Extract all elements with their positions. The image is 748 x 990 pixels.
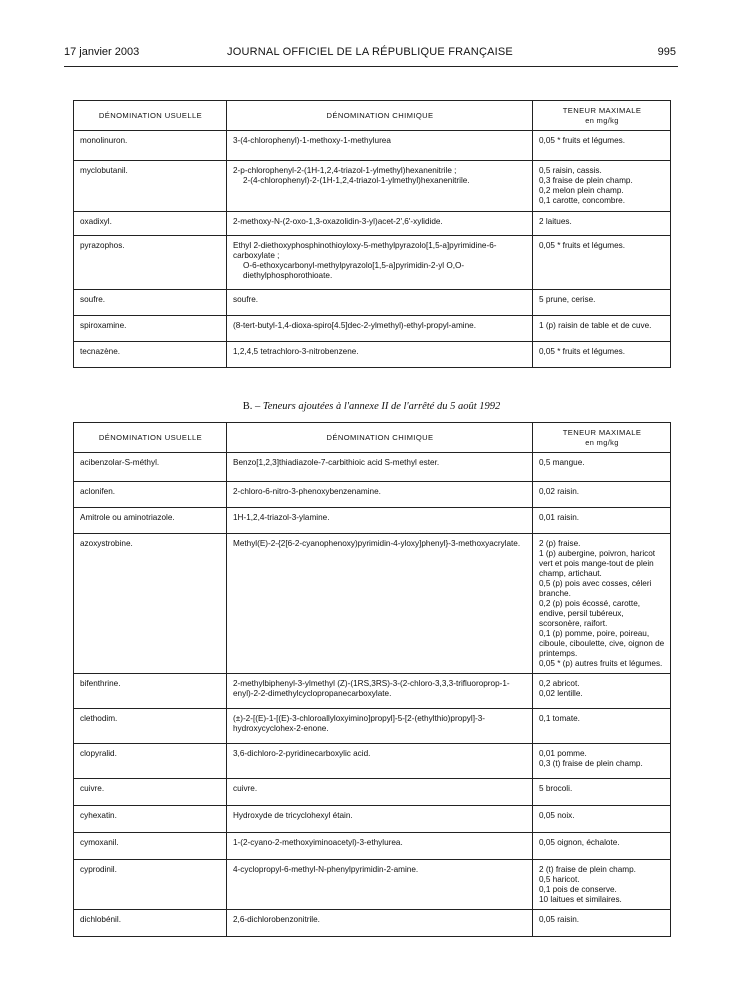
usual-name-cell: oxadixyl. — [74, 212, 227, 236]
max-content-cell — [533, 342, 671, 368]
max-content-cell — [533, 910, 671, 937]
header-date: 17 janvier 2003 — [64, 46, 140, 58]
chemical-name-line: 2-methoxy-N-(2-oxo-1,3-oxazolidin-3-yl)acet-2',6'-xylidide. — [233, 217, 443, 226]
usual-name-cell: myclobutanil. — [74, 161, 227, 212]
table-row — [74, 508, 671, 534]
col-header-max-unit: en mg/kg — [585, 116, 619, 125]
table-row — [74, 161, 671, 212]
usual-name-cell: cymoxanil. — [74, 833, 227, 860]
chemical-name-line: (8-tert-butyl-1,4-dioxa-spiro[4.5]dec-2-ylmethyl)-ethyl-propyl-amine. — [233, 321, 476, 330]
caption-text: Teneurs ajoutées à l'annexe II de l'arrêté du 5 août 1992 — [262, 401, 501, 412]
table-row — [74, 833, 671, 860]
col-header-usual: DÉNOMINATION USUELLE — [74, 423, 227, 453]
max-content-line: 0,2 (p) pois écossé, carotte, endive, persil tubéreux, scorsonère, raifort. — [539, 599, 641, 628]
usual-name-cell: Amitrole ou aminotriazole. — [74, 508, 227, 534]
chemical-name-cell — [227, 236, 533, 290]
table-row — [74, 453, 671, 482]
max-content-line: 2 (p) fraise. — [539, 539, 581, 548]
max-content-line: 0,01 raisin. — [539, 513, 580, 522]
caption-lead: B. – — [242, 401, 261, 412]
max-content-line: 0,05 * (p) autres fruits et légumes. — [539, 659, 663, 668]
max-content-cell — [533, 161, 671, 212]
max-content-line: 5 brocoli. — [539, 784, 573, 793]
table-row — [74, 290, 671, 316]
max-content-cell — [533, 674, 671, 709]
max-content-cell — [533, 806, 671, 833]
chemical-name-line: Methyl(E)-2-{2[6-2-cyanophenoxy)pyrimidin-4-yloxy]phenyl}-3-methoxyacrylate. — [233, 539, 521, 548]
max-content-cell — [533, 508, 671, 534]
col-header-max — [533, 423, 671, 453]
max-content-line: 0,05 * fruits et légumes. — [539, 347, 626, 356]
header-page-number: 995 — [657, 46, 676, 58]
max-content-cell — [533, 212, 671, 236]
table-row — [74, 744, 671, 779]
chemical-name-cell — [227, 482, 533, 508]
max-content-line: 0,05 noix. — [539, 811, 575, 820]
chemical-name-cell — [227, 161, 533, 212]
max-content-cell — [533, 833, 671, 860]
chemical-name-line: O-6-ethoxycarbonyl-methylpyrazolo[1,5-a]pyrimidin-2-yl O,O-diethylphosphorothioate. — [243, 261, 465, 280]
chemical-name-line: Ethyl 2-diethoxyphosphinothioyloxy-5-methylpyrazolo[1,5-a]pyrimidine-6-carboxylate ; — [233, 241, 497, 260]
max-content-cell — [533, 744, 671, 779]
col-header-max-title: TENEUR MAXIMALE — [562, 106, 642, 115]
table-row — [74, 709, 671, 744]
chemical-name-line: 2-methylbiphenyl-3-ylmethyl (Z)-(1RS,3RS)-3-(2-chloro-3,3,3-trifluoroprop-1-enyl)-2-2-dimethylcyclopropanecarboxylate. — [233, 679, 510, 698]
table-row — [74, 534, 671, 674]
chemical-name-cell — [227, 453, 533, 482]
usual-name-cell: cyprodinil. — [74, 860, 227, 910]
chemical-name-cell — [227, 910, 533, 937]
max-content-cell — [533, 709, 671, 744]
chemical-name-cell — [227, 833, 533, 860]
col-header-chemical: DÉNOMINATION CHIMIQUE — [227, 101, 533, 131]
usual-name-cell: aclonifen. — [74, 482, 227, 508]
table-row — [74, 779, 671, 806]
max-content-cell — [533, 860, 671, 910]
page-header — [64, 46, 676, 62]
usual-name-cell: acibenzolar-S-méthyl. — [74, 453, 227, 482]
max-content-line: 0,1 tomate. — [539, 714, 580, 723]
chemical-name-cell — [227, 709, 533, 744]
chemical-name-cell — [227, 212, 533, 236]
max-content-line: 0,01 pomme. — [539, 749, 587, 758]
max-content-line: 0,1 pois de conserve. — [539, 885, 617, 894]
header-rule — [64, 66, 678, 67]
max-content-line: 0,05 * fruits et légumes. — [539, 136, 626, 145]
max-content-cell — [533, 453, 671, 482]
chemical-name-line: 2-p-chlorophenyl-2-(1H-1,2,4-triazol-1-ylmethyl)hexanenitrile ; — [233, 166, 457, 175]
usual-name-cell: pyrazophos. — [74, 236, 227, 290]
residue-table-a — [73, 100, 671, 368]
table-row — [74, 910, 671, 937]
col-header-max-title: TENEUR MAXIMALE — [562, 428, 642, 437]
max-content-cell — [533, 236, 671, 290]
max-content-line: 1 (p) aubergine, poivron, haricot vert et pois mange-tout de plein champ, artichaut. — [539, 549, 656, 578]
chemical-name-cell — [227, 534, 533, 674]
chemical-name-line: Benzo[1,2,3]thiadiazole-7-carbithioic acid S-methyl ester. — [233, 458, 440, 467]
chemical-name-line: 3-(4-chlorophenyl)-1-methoxy-1-methylurea — [233, 136, 391, 145]
chemical-name-cell — [227, 744, 533, 779]
table-row — [74, 316, 671, 342]
col-header-usual: DÉNOMINATION USUELLE — [74, 101, 227, 131]
max-content-line: 0,02 raisin. — [539, 487, 580, 496]
max-content-line: 2 laitues. — [539, 217, 572, 226]
chemical-name-line: 2-chloro-6-nitro-3-phenoxybenzenamine. — [233, 487, 381, 496]
chemical-name-line: 3,6-dichloro-2-pyridinecarboxylic acid. — [233, 749, 371, 758]
chemical-name-line: 4-cyclopropyl-6-methyl-N-phenylpyrimidin-2-amine. — [233, 865, 419, 874]
max-content-line: 0,5 raisin, cassis. — [539, 166, 602, 175]
chemical-name-line: (±)-2-[(E)-1-[(E)-3-chloroallyloxyimino]propyl]-5-[2-(ethylthio)propyl]-3-hydroxycyclohex-2-enone. — [233, 714, 485, 733]
chemical-name-line: 2-(4-chlorophenyl)-2-(1H-1,2,4-triazol-1-ylmethyl)hexanenitrile. — [243, 176, 470, 185]
col-header-chemical: DÉNOMINATION CHIMIQUE — [227, 423, 533, 453]
usual-name-cell: tecnazène. — [74, 342, 227, 368]
usual-name-cell: spiroxamine. — [74, 316, 227, 342]
header-journal-title: JOURNAL OFFICIEL DE LA RÉPUBLIQUE FRANÇAISE — [227, 46, 513, 58]
max-content-line: 5 prune, cerise. — [539, 295, 596, 304]
max-content-line: 10 laitues et similaires. — [539, 895, 622, 904]
table-row — [74, 342, 671, 368]
chemical-name-cell — [227, 674, 533, 709]
usual-name-cell: azoxystrobine. — [74, 534, 227, 674]
section-b-caption — [73, 401, 670, 412]
max-content-line: 0,2 abricot. — [539, 679, 580, 688]
max-content-cell — [533, 316, 671, 342]
max-content-line: 0,05 * fruits et légumes. — [539, 241, 626, 250]
usual-name-cell: cyhexatin. — [74, 806, 227, 833]
max-content-line: 0,05 raisin. — [539, 915, 580, 924]
chemical-name-line: 2,6-dichlorobenzonitrile. — [233, 915, 320, 924]
chemical-name-cell — [227, 806, 533, 833]
max-content-line: 0,5 mangue. — [539, 458, 585, 467]
max-content-line: 0,1 carotte, concombre. — [539, 196, 626, 205]
max-content-line: 0,05 oignon, échalote. — [539, 838, 620, 847]
max-content-line: 0,3 (t) fraise de plein champ. — [539, 759, 643, 768]
usual-name-cell: bifenthrine. — [74, 674, 227, 709]
chemical-name-line: soufre. — [233, 295, 259, 304]
residue-table-b — [73, 422, 671, 937]
table-row — [74, 806, 671, 833]
chemical-name-line: cuivre. — [233, 784, 258, 793]
usual-name-cell: clethodim. — [74, 709, 227, 744]
max-content-line: 0,2 melon plein champ. — [539, 186, 624, 195]
max-content-line: 0,3 fraise de plein champ. — [539, 176, 633, 185]
col-header-max — [533, 101, 671, 131]
usual-name-cell: dichlobénil. — [74, 910, 227, 937]
chemical-name-cell — [227, 860, 533, 910]
max-content-cell — [533, 290, 671, 316]
usual-name-cell: soufre. — [74, 290, 227, 316]
max-content-line: 0,1 (p) pomme, poire, poireau, ciboule, ciboulette, cive, oignon de printemps. — [539, 629, 665, 658]
chemical-name-line: 1,2,4,5 tetrachloro-3-nitrobenzene. — [233, 347, 359, 356]
chemical-name-cell — [227, 779, 533, 806]
table-row — [74, 131, 671, 161]
max-content-line: 0,5 haricot. — [539, 875, 580, 884]
chemical-name-line: 1-(2-cyano-2-methoxyiminoacetyl)-3-ethylurea. — [233, 838, 403, 847]
chemical-name-cell — [227, 342, 533, 368]
max-content-cell — [533, 482, 671, 508]
chemical-name-line: 1H-1,2,4-triazol-3-ylamine. — [233, 513, 330, 522]
table-row — [74, 236, 671, 290]
table-row — [74, 212, 671, 236]
usual-name-cell: monolinuron. — [74, 131, 227, 161]
usual-name-cell: cuivre. — [74, 779, 227, 806]
col-header-max-unit: en mg/kg — [585, 438, 619, 447]
table-row — [74, 860, 671, 910]
max-content-cell — [533, 779, 671, 806]
table-row — [74, 482, 671, 508]
usual-name-cell: clopyralid. — [74, 744, 227, 779]
max-content-line: 1 (p) raisin de table et de cuve. — [539, 321, 652, 330]
table-row — [74, 674, 671, 709]
chemical-name-cell — [227, 316, 533, 342]
max-content-line: 0,02 lentille. — [539, 689, 583, 698]
max-content-cell — [533, 131, 671, 161]
max-content-cell — [533, 534, 671, 674]
chemical-name-cell — [227, 508, 533, 534]
max-content-line: 2 (t) fraise de plein champ. — [539, 865, 636, 874]
chemical-name-cell — [227, 290, 533, 316]
chemical-name-line: Hydroxyde de tricyclohexyl étain. — [233, 811, 353, 820]
max-content-line: 0,5 (p) pois avec cosses, céleri branche. — [539, 579, 652, 598]
chemical-name-cell — [227, 131, 533, 161]
